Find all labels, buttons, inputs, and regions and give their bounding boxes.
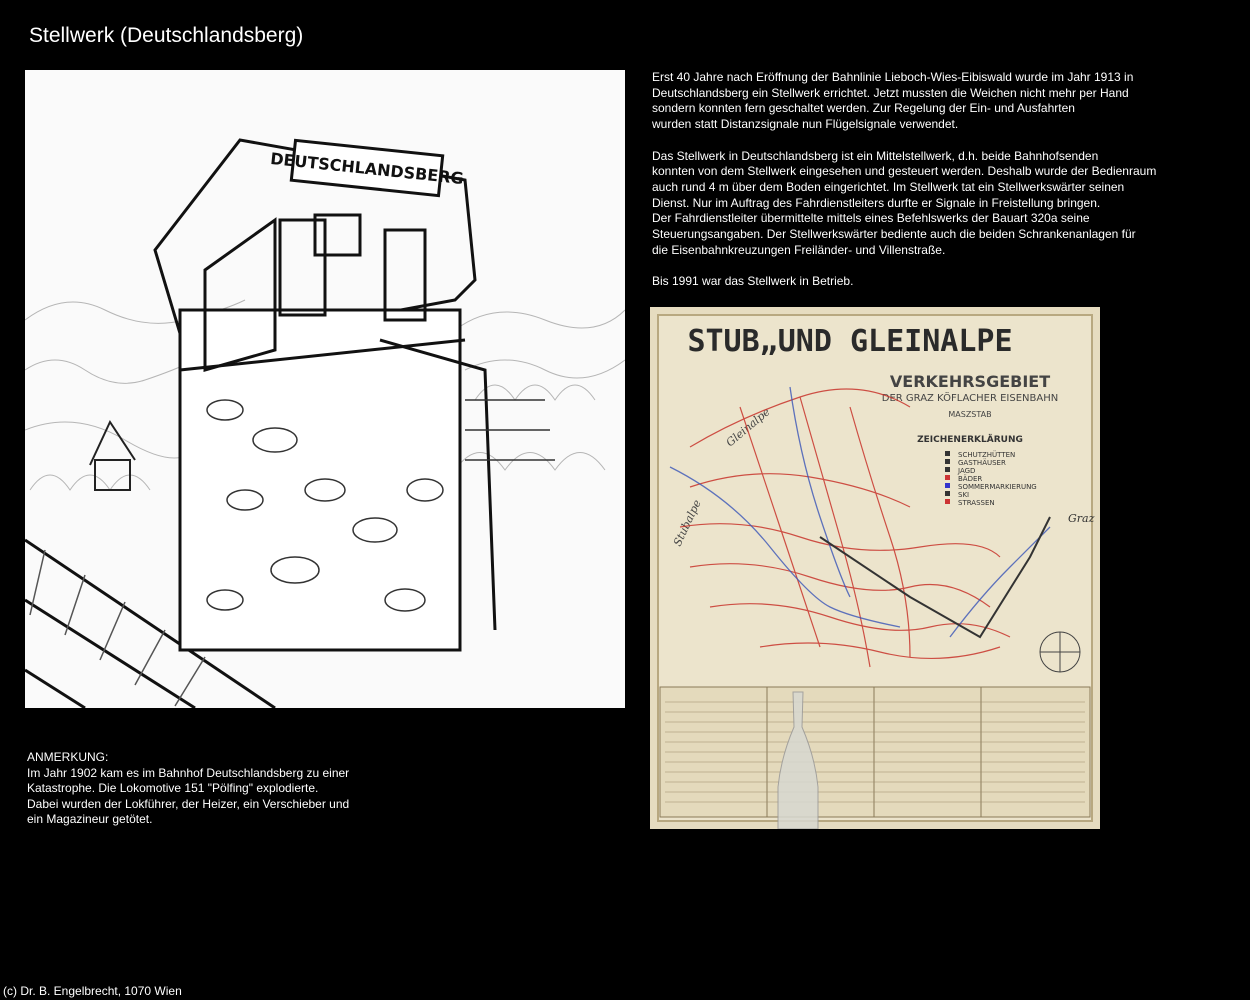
map-subtitle-2: DER GRAZ KÖFLACHER EISENBAHN: [881, 393, 1059, 404]
legend-item: SKI: [958, 491, 970, 499]
copyright-text: (c) Dr. B. Engelbrecht, 1070 Wien: [3, 984, 182, 998]
signal-box-photo[interactable]: [25, 70, 625, 708]
map-title: STUB„UND GLEINALPE: [687, 324, 1013, 359]
description-paragraph: Bis 1991 war das Stellwerk in Betrieb.: [652, 274, 854, 289]
legend-item: SOMMERMARKIERUNG: [958, 483, 1037, 491]
map-region-stubalpe: Stubalpe: [670, 497, 704, 549]
railway-map: [650, 307, 1100, 829]
legend-item: JAGD: [958, 467, 976, 475]
railway-map-photo[interactable]: [650, 307, 1100, 829]
legend-item: SCHUTZHÜTTEN: [958, 451, 1016, 459]
map-legend-title: ZEICHENERKLÄRUNG: [917, 435, 1023, 445]
page-title: Stellwerk (Deutschlandsberg): [29, 24, 304, 47]
signal-box-sketch: [25, 70, 625, 708]
map-scale-label: MASZSTAB: [948, 410, 992, 419]
annotation-note: ANMERKUNG: Im Jahr 1902 kam es im Bahnhof Deutschlandsberg zu einer Katastrophe. Die Lokomotive 151 "Pölfing" explodierte. Dabei wurden der Lokführer, der Heizer, ein Verschieber und ein Magazineur getötet.: [27, 750, 350, 827]
station-sign: DEUTSCHLANDSBERG: [269, 148, 465, 189]
legend-item: STRASSEN: [958, 499, 995, 507]
map-region-gleinalpe: Gleinalpe: [723, 405, 773, 450]
legend-item: BÄDER: [958, 475, 983, 483]
legend-item: GASTHÄUSER: [958, 459, 1006, 467]
map-city-graz: Graz: [1068, 512, 1095, 525]
description-paragraph: Das Stellwerk in Deutschlandsberg ist ein Mittelstellwerk, d.h. beide Bahnhofsenden konnten von dem Stellwerk eingesehen und gesteuert werden. Deshalb wurde der Bedienraum auch rund 4 m über dem Boden eingerichtet. Im Stellwerk tat ein Stellwerkswärter seinen Dienst. Nur im Auftrag des Fahrdienstleiters durfte er Signale in Freistellung bringen. Der Fahrdienstleiter übermittelte mittels eines Befehlswerks der Bauart 320a seine Steuerungsangaben. Der Stellwerkswärter bediente auch die beiden Schrankenanlagen für die Eisenbahnkreuzungen Freiländer- und Villenstraße.: [652, 148, 1157, 257]
map-subtitle: VERKEHRSGEBIET: [889, 372, 1051, 391]
description-paragraph: Erst 40 Jahre nach Eröffnung der Bahnlinie Lieboch-Wies-Eibiswald wurde im Jahr 1913 in Deutschlandsberg ein Stellwerk errichtet. Jetzt mussten die Weichen nicht mehr per Hand sondern konnten fern geschaltet werden. Zur Regelung der Ein- und Ausfahrten wurden statt Distanzsignale nun Flügelsignale verwendet.: [652, 70, 1134, 132]
description-text: [652, 70, 1172, 306]
